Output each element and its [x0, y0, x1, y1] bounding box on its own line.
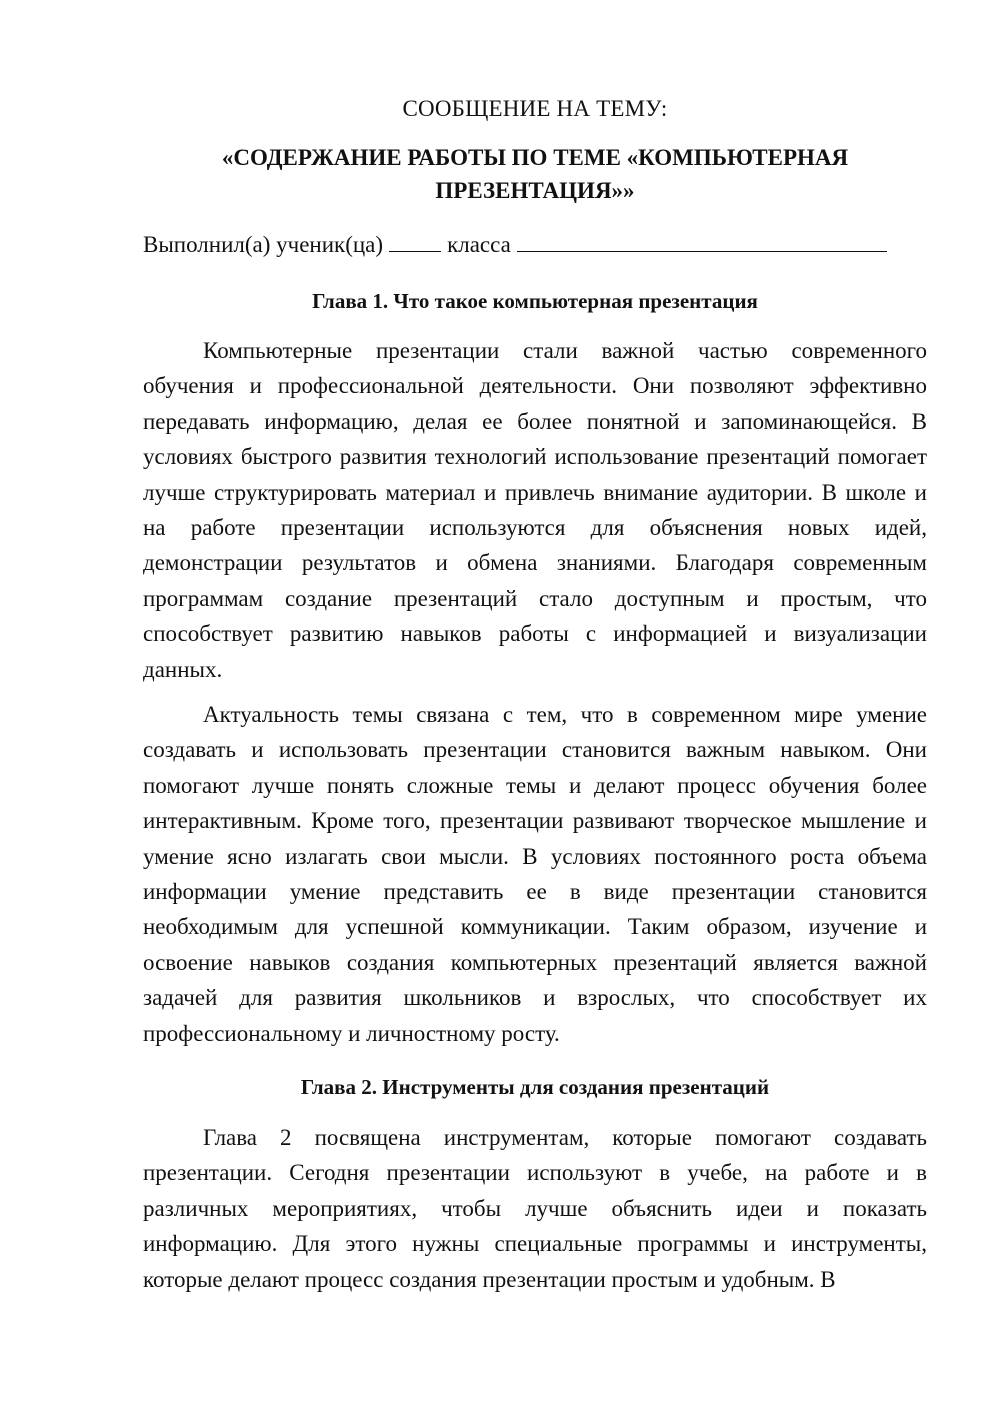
class-number-blank	[389, 233, 441, 252]
chapter-1-heading: Глава 1. Что такое компьютерная презентация	[312, 289, 758, 313]
chapter-2-heading: Глава 2. Инструменты для создания презентаций	[300, 1075, 770, 1099]
chapter-1-paragraph-2: Актуальность темы связана с тем, что в современном мире умение создавать и использовать презентации становится важным навыком. Они помогают лучше понять сложные темы и делают процесс обучения более интерактивным. Кроме того, презентации развивают творческое мышление и умение ясно излагать свои мысли. В условиях постоянного роста объема информации умение представить ее в виде презентации становится необходимым для успешной коммуникации. Таким образом, изучение и освоение навыков создания компьютерных презентаций является важной задачей для развития школьников и взрослых, что способствует их профессиональному и личностному росту.	[143, 702, 927, 1046]
document-title: «СОДЕРЖАНИЕ РАБОТЫ ПО ТЕМЕ «КОМПЬЮТЕРНАЯ ПРЕЗЕНТАЦИЯ»»	[221, 145, 849, 203]
chapter-2-paragraph-1: Глава 2 посвящена инструментам, которые помогают создавать презентации. Сегодня презентации используют в учебе, на работе и в различных мероприятиях, чтобы лучше объяснить идеи и показать информацию. Для этого нужны специальные программы и инструменты, которые делают процесс создания презентации простым и удобным. В	[143, 1125, 927, 1292]
student-name-blank	[517, 233, 887, 252]
document-topic-label: СООБЩЕНИЕ НА ТЕМУ:	[402, 96, 668, 121]
class-label: класса	[447, 232, 511, 257]
author-line	[143, 232, 887, 258]
chapter-1-paragraph-1: Компьютерные презентации стали важной частью современного обучения и профессиональной деятельности. Они позволяют эффективно передавать информацию, делая ее более понятной и запоминающейся. В условиях быстрого развития технологий использование презентаций помогает лучше структурировать материал и привлечь внимание аудитории. В школе и на работе презентации используются для объяснения новых идей, демонстрации результатов и обмена знаниями. Благодаря современным программам создание презентаций стало доступным и простым, что способствует развитию навыков работы с информацией и визуализации данных.	[143, 338, 927, 682]
author-prefix-label: Выполнил(а) ученик(ца)	[143, 232, 384, 257]
